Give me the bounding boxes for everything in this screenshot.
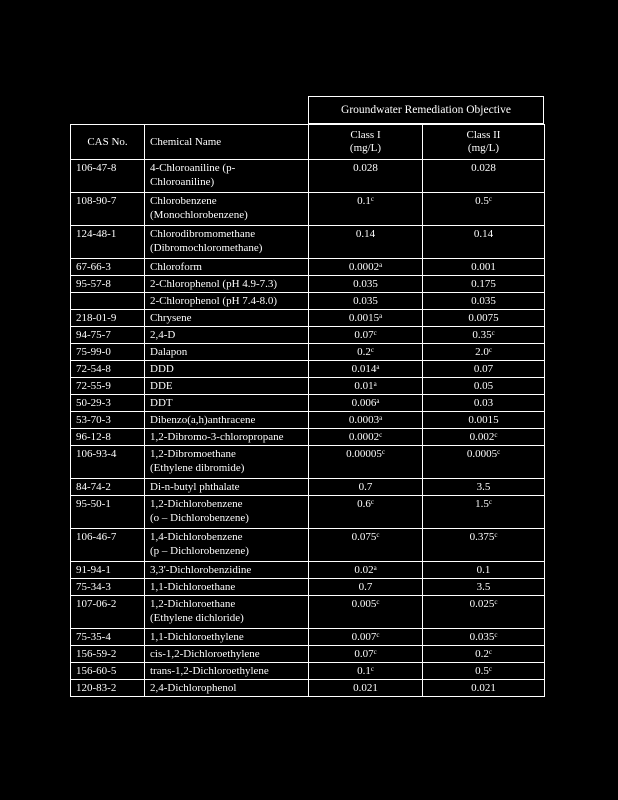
class1-value-cell — [309, 562, 423, 579]
class1-value-cell — [309, 327, 423, 344]
header-cas: CAS No. — [71, 125, 145, 160]
chemical-name-cell — [145, 596, 309, 629]
chemical-name: Di-n-butyl phthalate — [150, 481, 240, 493]
class1-value-cell — [309, 310, 423, 327]
chemical-name: 2,4-Dichlorophenol — [150, 682, 237, 694]
table-row — [71, 529, 545, 562]
cas-number: 106-93-4 — [76, 448, 117, 460]
class1-value-cell — [309, 596, 423, 629]
class2-value: 0.035 — [469, 631, 495, 643]
table-row — [71, 429, 545, 446]
chemical-name-cell — [145, 663, 309, 680]
chemical-name-cell — [145, 629, 309, 646]
table-row — [71, 361, 545, 378]
class1-value: 0.0003 — [348, 414, 380, 426]
class2-value: 0.028 — [471, 162, 496, 174]
chemical-name: 1,2-Dichloroethane — [150, 598, 236, 610]
class2-value: 0.001 — [471, 261, 496, 273]
class2-value-cell — [423, 344, 545, 361]
table-header-row — [71, 125, 545, 160]
chemical-name-cell — [145, 344, 309, 361]
cas-number: 108-90-7 — [76, 195, 117, 207]
class1-value: 0.1 — [357, 195, 371, 207]
cas-number-cell — [71, 259, 145, 276]
class2-value: 2.0 — [475, 346, 489, 358]
chemical-name: DDD — [150, 363, 174, 375]
chemical-name-cell — [145, 529, 309, 562]
cas-number: 75-99-0 — [76, 346, 111, 358]
cas-number-cell — [71, 226, 145, 259]
class1-value: 0.00005 — [346, 448, 382, 460]
class1-value: 0.14 — [355, 228, 376, 240]
chemical-name-alt: (Ethylene dibromide) — [150, 462, 245, 474]
class1-value-cell — [309, 160, 423, 193]
chemical-name-cell — [145, 293, 309, 310]
chemical-name-cell — [145, 226, 309, 259]
footnote-marker: a — [376, 363, 380, 371]
table-row — [71, 663, 545, 680]
chemical-name: Chlorobenzene — [150, 195, 217, 207]
class2-value: 0.07 — [473, 363, 494, 375]
cas-number: 50-29-3 — [76, 397, 111, 409]
chemical-name: DDE — [150, 380, 173, 392]
cas-number-cell — [71, 310, 145, 327]
chemical-name: cis-1,2-Dichloroethylene — [150, 648, 260, 660]
class1-value: 0.0015 — [348, 312, 380, 324]
class1-value-cell — [309, 276, 423, 293]
cas-number-cell — [71, 361, 145, 378]
header-class2-unit: (mg/L) — [467, 142, 500, 154]
chemical-name: Chloroform — [150, 261, 202, 273]
cas-number: 156-60-5 — [76, 665, 117, 677]
class2-value-cell — [423, 446, 545, 479]
footnote-marker: c — [370, 346, 374, 354]
footnote-marker: a — [379, 312, 383, 320]
cas-number: 84-74-2 — [76, 481, 111, 493]
chemical-name-cell — [145, 276, 309, 293]
footnote-marker: c — [373, 329, 377, 337]
class2-value-cell — [423, 395, 545, 412]
footnote-marker: c — [494, 631, 498, 639]
chemical-name: DDT — [150, 397, 173, 409]
class1-value: 0.005 — [351, 598, 377, 610]
chemical-name-cell — [145, 378, 309, 395]
cas-number: 91-94-1 — [76, 564, 111, 576]
class1-value: 0.7 — [358, 481, 373, 493]
header-class2 — [423, 125, 545, 160]
class2-value: 0.35 — [472, 329, 492, 341]
class1-value-cell — [309, 429, 423, 446]
class2-value: 0.5 — [475, 195, 489, 207]
class1-value-cell — [309, 226, 423, 259]
table-row — [71, 680, 545, 697]
chemical-name-cell — [145, 479, 309, 496]
table-row — [71, 496, 545, 529]
chemical-name: Dalapon — [150, 346, 188, 358]
footnote-marker: a — [373, 564, 377, 572]
cas-number: 95-50-1 — [76, 498, 111, 510]
cas-number: 72-54-8 — [76, 363, 111, 375]
class1-value: 0.035 — [353, 295, 378, 307]
chemical-name-cell — [145, 412, 309, 429]
footnote-marker: c — [381, 448, 385, 456]
class1-value-cell — [309, 395, 423, 412]
class1-value: 0.006 — [351, 397, 377, 409]
cas-number-cell — [71, 160, 145, 193]
class1-value: 0.075 — [351, 531, 377, 543]
chemical-name-cell — [145, 259, 309, 276]
class1-value: 0.7 — [358, 581, 373, 593]
table-row — [71, 579, 545, 596]
class2-value: 0.002 — [469, 431, 495, 443]
chemical-name: 1,2-Dibromo-3-chloropropane — [150, 431, 284, 443]
footnote-marker: a — [376, 397, 380, 405]
class1-value: 0.0002 — [348, 431, 380, 443]
cas-number: 120-83-2 — [76, 682, 117, 694]
table-row — [71, 226, 545, 259]
class2-value-cell — [423, 378, 545, 395]
class2-value: 0.5 — [475, 665, 489, 677]
table-row — [71, 193, 545, 226]
class2-value-cell — [423, 310, 545, 327]
chemical-name: 1,2-Dibromoethane — [150, 448, 236, 460]
cas-number-cell — [71, 412, 145, 429]
footnote-marker: c — [488, 648, 492, 656]
class2-value: 0.375 — [469, 531, 495, 543]
class2-value: 0.05 — [473, 380, 494, 392]
cas-number-cell — [71, 293, 145, 310]
cas-number: 96-12-8 — [76, 431, 111, 443]
table-row — [71, 646, 545, 663]
cas-number-cell — [71, 596, 145, 629]
class2-value-cell — [423, 259, 545, 276]
chemical-name: 1,1-Dichloroethane — [150, 581, 236, 593]
chemical-name-alt: (Monochlorobenzene) — [150, 209, 248, 221]
cas-number: 67-66-3 — [76, 261, 111, 273]
class1-value: 0.014 — [351, 363, 377, 375]
class2-value-cell — [423, 293, 545, 310]
cas-number: 53-70-3 — [76, 414, 111, 426]
table-row — [71, 160, 545, 193]
cas-number-cell — [71, 276, 145, 293]
class2-value-cell — [423, 361, 545, 378]
chemical-name-cell — [145, 646, 309, 663]
class2-value-cell — [423, 646, 545, 663]
chemical-name: 2,4-D — [150, 329, 176, 341]
class2-value-cell — [423, 479, 545, 496]
chemical-name-alt: (o – Dichlorobenzene) — [150, 512, 249, 524]
cas-number-cell — [71, 579, 145, 596]
table-row — [71, 629, 545, 646]
chemical-name-cell — [145, 680, 309, 697]
class1-value-cell — [309, 293, 423, 310]
table-row — [71, 596, 545, 629]
class1-value: 0.007 — [351, 631, 377, 643]
class1-value-cell — [309, 496, 423, 529]
cas-number: 75-34-3 — [76, 581, 111, 593]
chemical-name-cell — [145, 310, 309, 327]
cas-number: 94-75-7 — [76, 329, 111, 341]
class1-value: 0.07 — [354, 648, 374, 660]
class1-value: 0.02 — [354, 564, 374, 576]
header-chemical-name: Chemical Name — [145, 125, 309, 160]
class1-value-cell — [309, 629, 423, 646]
chemical-name-cell — [145, 562, 309, 579]
class2-value-cell — [423, 629, 545, 646]
cas-number-cell — [71, 378, 145, 395]
class2-value-cell — [423, 496, 545, 529]
class2-value: 0.175 — [471, 278, 496, 290]
footnote-marker: c — [376, 531, 380, 539]
cas-number-cell — [71, 479, 145, 496]
cas-number: 218-01-9 — [76, 312, 117, 324]
class2-value: 0.021 — [471, 682, 496, 694]
footnote-marker: a — [379, 414, 383, 422]
class1-value-cell — [309, 344, 423, 361]
class2-value-cell — [423, 160, 545, 193]
class1-value: 0.6 — [357, 498, 371, 510]
class1-value-cell — [309, 446, 423, 479]
footnote-marker: c — [373, 648, 377, 656]
chemical-name-cell — [145, 361, 309, 378]
cas-number-cell — [71, 429, 145, 446]
class1-value-cell — [309, 193, 423, 226]
class1-value-cell — [309, 680, 423, 697]
class2-value: 3.5 — [476, 481, 491, 493]
cas-number-cell — [71, 646, 145, 663]
class2-value-cell — [423, 193, 545, 226]
chemical-name: 1,2-Dichlorobenzene — [150, 498, 243, 510]
footnote-marker: c — [376, 598, 380, 606]
cas-number-cell — [71, 193, 145, 226]
header-class2-label: Class II — [466, 129, 501, 141]
chemical-name-cell — [145, 193, 309, 226]
class2-value-cell — [423, 680, 545, 697]
class2-value-cell — [423, 429, 545, 446]
class1-value: 0.1 — [357, 665, 371, 677]
class1-value-cell — [309, 646, 423, 663]
table-row — [71, 562, 545, 579]
class2-value-cell — [423, 327, 545, 344]
chemical-name: Chlorodibromomethane — [150, 228, 256, 240]
chemical-name: Chrysene — [150, 312, 192, 324]
chemical-name-cell — [145, 429, 309, 446]
table-row — [71, 412, 545, 429]
class1-value: 0.028 — [353, 162, 378, 174]
cas-number: 107-06-2 — [76, 598, 117, 610]
footnote-marker: c — [488, 498, 492, 506]
chemical-name-cell — [145, 579, 309, 596]
header-class1-label: Class I — [350, 129, 381, 141]
footnote-marker: c — [376, 631, 380, 639]
remediation-table — [70, 124, 545, 697]
class1-value-cell — [309, 361, 423, 378]
chemical-name: 1,4-Dichlorobenzene — [150, 531, 243, 543]
cas-number-cell — [71, 663, 145, 680]
cas-number: 75-35-4 — [76, 631, 111, 643]
cas-number-cell — [71, 446, 145, 479]
cas-number: 106-47-8 — [76, 162, 117, 174]
table-row — [71, 446, 545, 479]
chemical-name: Dibenzo(a,h)anthracene — [150, 414, 256, 426]
footnote-marker: c — [488, 665, 492, 673]
table-row — [71, 344, 545, 361]
class2-value: 0.03 — [473, 397, 494, 409]
header-class1-unit: (mg/L) — [349, 142, 382, 154]
cas-number-cell — [71, 327, 145, 344]
cas-number-cell — [71, 562, 145, 579]
cas-number: 156-59-2 — [76, 648, 117, 660]
class1-value: 0.021 — [353, 682, 378, 694]
footnote-marker: c — [497, 448, 501, 456]
cas-number: 95-57-8 — [76, 278, 111, 290]
class2-value-cell — [423, 663, 545, 680]
chemical-name-alt: (Ethylene dichloride) — [150, 612, 244, 624]
table-row — [71, 276, 545, 293]
class2-value-cell — [423, 412, 545, 429]
cas-number: 72-55-9 — [76, 380, 111, 392]
chemical-name: 3,3'-Dichlorobenzidine — [150, 564, 252, 576]
class2-value-cell — [423, 562, 545, 579]
footnote-marker: c — [494, 531, 498, 539]
class2-value-cell — [423, 596, 545, 629]
footnote-marker: c — [494, 431, 498, 439]
class2-value-cell — [423, 579, 545, 596]
class2-value: 1.5 — [475, 498, 489, 510]
cas-number: 106-46-7 — [76, 531, 117, 543]
class1-value: 0.0002 — [348, 261, 380, 273]
table-row — [71, 293, 545, 310]
class1-value: 0.01 — [354, 380, 374, 392]
table-row — [71, 259, 545, 276]
chemical-name: 1,1-Dichloroethylene — [150, 631, 244, 643]
class2-value: 0.0075 — [468, 312, 499, 324]
footnote-marker: a — [379, 261, 383, 269]
class1-value-cell — [309, 529, 423, 562]
footnote-marker: c — [370, 195, 374, 203]
footnote-marker: c — [491, 329, 495, 337]
class2-value-cell — [423, 529, 545, 562]
class1-value-cell — [309, 579, 423, 596]
chemical-name-cell — [145, 395, 309, 412]
chemical-name-cell — [145, 160, 309, 193]
class2-value: 0.0005 — [466, 448, 498, 460]
table-row — [71, 479, 545, 496]
chemical-name: 4-Chloroaniline (p- — [150, 162, 236, 174]
chemical-name-cell — [145, 496, 309, 529]
table-body — [71, 160, 545, 697]
table-row — [71, 327, 545, 344]
table-row — [71, 378, 545, 395]
cas-number-cell — [71, 529, 145, 562]
cas-number-cell — [71, 680, 145, 697]
class1-value-cell — [309, 412, 423, 429]
class1-value-cell — [309, 479, 423, 496]
chemical-name: 2-Chlorophenol (pH 4.9-7.3) — [150, 278, 278, 290]
footnote-marker: c — [370, 498, 374, 506]
footnote-marker: c — [379, 431, 383, 439]
class2-value: 3.5 — [476, 581, 491, 593]
class2-value: 0.2 — [475, 648, 489, 660]
chemical-name-cell — [145, 446, 309, 479]
class1-value-cell — [309, 378, 423, 395]
chemical-name-cell — [145, 327, 309, 344]
chemical-name-alt: (p – Dichlorobenzene) — [150, 545, 249, 557]
cas-number-cell — [71, 395, 145, 412]
chemical-name: 2-Chlorophenol (pH 7.4-8.0) — [150, 295, 278, 307]
class1-value: 0.035 — [353, 278, 378, 290]
footnote-marker: c — [488, 346, 492, 354]
footnote-marker: c — [494, 598, 498, 606]
group-header: Groundwater Remediation Objective — [308, 96, 544, 124]
table-row — [71, 310, 545, 327]
cas-number-cell — [71, 629, 145, 646]
class1-value: 0.2 — [357, 346, 371, 358]
cas-number-cell — [71, 496, 145, 529]
table-row — [71, 395, 545, 412]
class2-value: 0.1 — [476, 564, 491, 576]
class1-value: 0.07 — [354, 329, 374, 341]
class2-value: 0.035 — [471, 295, 496, 307]
chemical-name: trans-1,2-Dichloroethylene — [150, 665, 269, 677]
chemical-name-alt: (Dibromochloromethane) — [150, 242, 263, 254]
class2-value: 0.025 — [469, 598, 495, 610]
cas-number: 124-48-1 — [76, 228, 117, 240]
footnote-marker: c — [488, 195, 492, 203]
footnote-marker: c — [370, 665, 374, 673]
chemical-name-alt: Chloroaniline) — [150, 176, 215, 188]
footnote-marker: a — [373, 380, 377, 388]
header-class1 — [309, 125, 423, 160]
class2-value: 0.14 — [473, 228, 494, 240]
class2-value-cell — [423, 276, 545, 293]
class2-value-cell — [423, 226, 545, 259]
class1-value-cell — [309, 663, 423, 680]
class2-value: 0.0015 — [468, 414, 499, 426]
class1-value-cell — [309, 259, 423, 276]
cas-number-cell — [71, 344, 145, 361]
